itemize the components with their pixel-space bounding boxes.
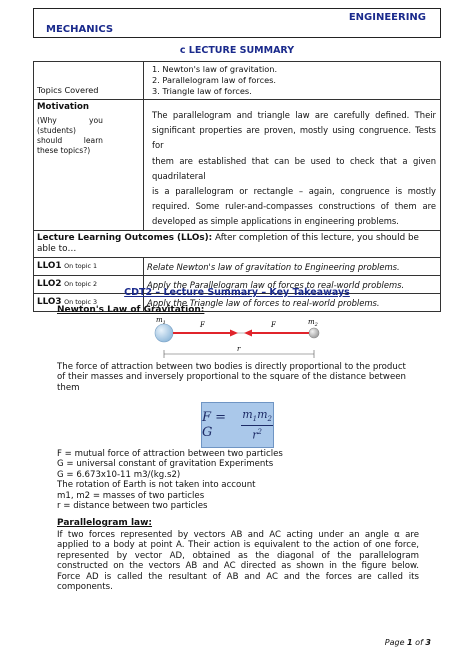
parallelogram-line: Force AD is called the resultant of AB and AC and the forces are called its xyxy=(57,571,419,582)
motivation-note: (Why you (students) should learn these topics?) xyxy=(37,116,103,155)
llo-text: Apply the Parallelogram law of forces to real-world problems. xyxy=(144,275,441,293)
llo-text: Apply the Triangle law of forces to real-world problems. xyxy=(144,293,441,311)
llo-topic: On topic 2 xyxy=(64,279,98,288)
definition-line: m1, m2 = masses of two particles xyxy=(57,490,205,501)
gravitation-equation xyxy=(201,402,274,448)
equation-denominator: $r^2$ xyxy=(252,427,262,442)
definition-line: r = distance between two particles xyxy=(57,501,208,512)
parallelogram-line: If two forces represented by vectors AB and AC acting under an angle α are xyxy=(57,530,419,540)
motivation-line: required. Some ruler-and-compasses constructions of them are xyxy=(152,201,436,212)
topic-item: 2. Parallelogram law of forces. xyxy=(152,75,276,85)
motivation-line: developed as simple applications in engineering problems. xyxy=(152,216,399,227)
definition-line: G = universal constant of gravitation Experiments xyxy=(57,459,274,470)
motivation-cell xyxy=(34,100,144,231)
llo-text: Relate Newton's law of gravitation to Engineering problems. xyxy=(144,257,441,275)
summary-title: CDT2 – Lecture Summary – Key Takeaways xyxy=(124,287,350,298)
definition-line: F = mutual force of attraction between two particles xyxy=(57,449,283,459)
topic-item: 3. Triangle law of forces. xyxy=(152,86,252,96)
lecture-summary-title: c LECTURE SUMMARY xyxy=(179,45,295,56)
parallelogram-line: represented by vector AD, obtained as the diagonal of the parallelogram xyxy=(57,550,419,561)
parallelogram-heading: Parallelogram law: xyxy=(57,518,153,528)
llo-code-cell xyxy=(34,257,144,275)
definition-line: G = 6.673x10-11 m3/(kg.s2) xyxy=(57,469,181,480)
motivation-text xyxy=(144,100,441,231)
footer-of-word: of xyxy=(412,638,426,647)
force-arrow-right-head xyxy=(244,330,252,337)
llo-code: LLO3 xyxy=(37,296,62,307)
force-label-left: F xyxy=(200,321,205,329)
definition-line: The rotation of Earth is not taken into account xyxy=(57,480,256,491)
header-mechanics: MECHANICS xyxy=(46,24,114,35)
lecture-table xyxy=(33,61,441,312)
llo-code: LLO2 xyxy=(37,278,62,289)
intro-line: of their masses and inversely proportional to the square of the distance between xyxy=(57,372,406,383)
distance-label: r xyxy=(237,345,241,353)
footer-page-total: 3 xyxy=(425,638,431,647)
mass-1-label: $m_1$ xyxy=(156,316,166,326)
parallelogram-text xyxy=(57,530,419,592)
intro-line: The force of attraction between two bodies is directly proportional to the product xyxy=(57,362,406,372)
equation-numerator: $m_1m_2$ xyxy=(241,409,273,426)
motivation-line: quadrilateral xyxy=(152,170,206,181)
llo-topic: On topic 3 xyxy=(64,297,98,306)
llo-topic: On topic 1 xyxy=(64,261,98,270)
mass-2-sphere xyxy=(309,328,319,338)
llo-heading-rest: After completion of this lecture, you should be able to… xyxy=(37,232,419,254)
definitions-list xyxy=(57,449,419,511)
llo-heading-bold: Lecture Learning Outcomes (LLOs): xyxy=(37,232,213,243)
motivation-line: them are established that can be used to check that a given xyxy=(152,155,436,166)
force-arrow-left-head xyxy=(230,330,238,337)
gravitation-intro xyxy=(57,362,419,393)
gravitation-diagram xyxy=(148,315,330,360)
page-footer xyxy=(385,638,431,647)
topics-list xyxy=(144,62,441,100)
intro-line: them xyxy=(57,382,80,393)
motivation-line: The parallelogram and triangle law are carefully defined. Their xyxy=(152,110,436,120)
force-label-right: F xyxy=(271,321,276,329)
header-engineering: ENGINEERING xyxy=(348,12,426,23)
parallelogram-line: applied to a body at point A. Their action is equivalent to the action of one force, xyxy=(57,540,419,551)
footer-page-word: Page xyxy=(384,638,408,647)
motivation-line: significant properties are proven, mostly using congruence. Tests for xyxy=(152,125,436,151)
topic-item: 1. Newton's law of gravitation. xyxy=(152,64,278,74)
llo-code: LLO1 xyxy=(37,260,62,271)
motivation-title: Motivation xyxy=(37,102,89,112)
footer-page-number: 1 xyxy=(407,638,413,647)
parallelogram-line: components. xyxy=(57,582,113,593)
header-table xyxy=(33,8,441,38)
topics-label: Topics Covered xyxy=(34,62,144,100)
mass-2-label: $m_2$ xyxy=(308,318,318,328)
equation-lhs: F = G xyxy=(202,410,227,440)
llo-heading xyxy=(34,230,441,257)
mass-1-sphere xyxy=(155,324,173,342)
parallelogram-line: constructed on the vectors AB and AC directed as shown in the figure below. xyxy=(57,561,419,572)
equation-fraction xyxy=(241,409,273,442)
newton-heading: Newton's Law of Gravitation: xyxy=(57,305,205,315)
motivation-line: is a parallelogram or rectangle – again, congruence is mostly xyxy=(152,186,436,197)
